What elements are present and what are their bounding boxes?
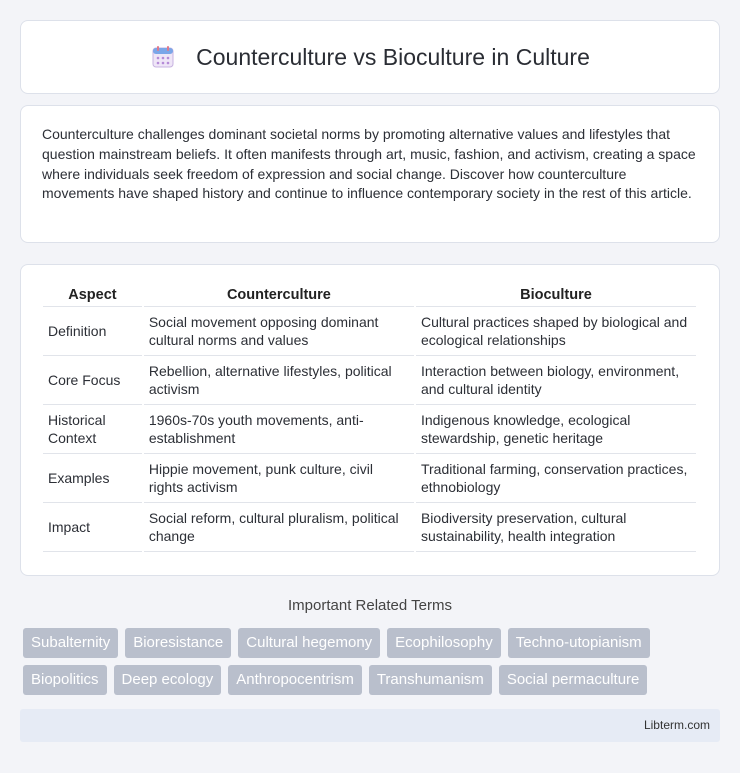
tag-biopolitics[interactable]: Biopolitics [23,665,107,695]
table-cell: Core Focus [43,356,142,405]
table-cell: Hippie movement, punk culture, civil rights activism [144,454,414,503]
table-row [43,503,696,552]
table-row [43,356,696,405]
table-cell: Rebellion, alternative lifestyles, political activism [144,356,414,405]
tag-social-permaculture[interactable]: Social permaculture [499,665,648,695]
tag-row [23,665,723,695]
footer [20,709,720,742]
table-cell: Traditional farming, conservation practices, ethnobiology [416,454,696,503]
table-cell: Social reform, cultural pluralism, political change [144,503,414,552]
related-terms-tags [23,628,723,702]
intro-card [20,105,720,243]
table-cell: Indigenous knowledge, ecological stewardship, genetic heritage [416,405,696,454]
table-cell: Biodiversity preservation, cultural sustainability, health integration [416,503,696,552]
tag-row [23,628,723,658]
table-row [43,454,696,503]
column-header: Aspect [43,285,142,307]
table-cell: Cultural practices shaped by biological and ecological relationships [416,307,696,356]
tag-transhumanism[interactable]: Transhumanism [369,665,492,695]
page-title: Counterculture vs Bioculture in Culture [196,43,590,70]
intro-text: Counterculture challenges dominant societal norms by promoting alternative values and lifestyles that question mainstream beliefs. It often manifests through art, music, fashion, and activism, creating a space where individuals seek freedom of expression and social change. Discover how counterculture movements have shaped history and continue to influence contemporary society in the rest of this article. [42,126,696,202]
footer-site-link[interactable]: Libterm.com [643,718,710,732]
related-terms-title: Important Related Terms [288,597,452,614]
table-cell: Definition [43,307,142,356]
table-header-row [43,285,696,307]
column-header: Bioculture [416,285,696,307]
table-cell: Examples [43,454,142,503]
tag-cultural-hegemony[interactable]: Cultural hegemony [238,628,380,658]
tag-ecophilosophy[interactable]: Ecophilosophy [387,628,501,658]
comparison-table-card [20,264,720,576]
table-cell: Interaction between biology, environment, and cultural identity [416,356,696,405]
table-cell: Historical Context [43,405,142,454]
header-card [20,20,720,94]
table-cell: Impact [43,503,142,552]
table-cell: Social movement opposing dominant cultural norms and values [144,307,414,356]
tag-subalternity[interactable]: Subalternity [23,628,118,658]
tag-deep-ecology[interactable]: Deep ecology [114,665,222,695]
table-row [43,307,696,356]
tag-techno-utopianism[interactable]: Techno-utopianism [508,628,650,658]
calendar-icon [150,44,176,70]
table-row [43,405,696,454]
table-cell: 1960s-70s youth movements, anti-establishment [144,405,414,454]
tag-bioresistance[interactable]: Bioresistance [125,628,231,658]
comparison-table [41,285,698,552]
column-header: Counterculture [144,285,414,307]
tag-anthropocentrism[interactable]: Anthropocentrism [228,665,362,695]
